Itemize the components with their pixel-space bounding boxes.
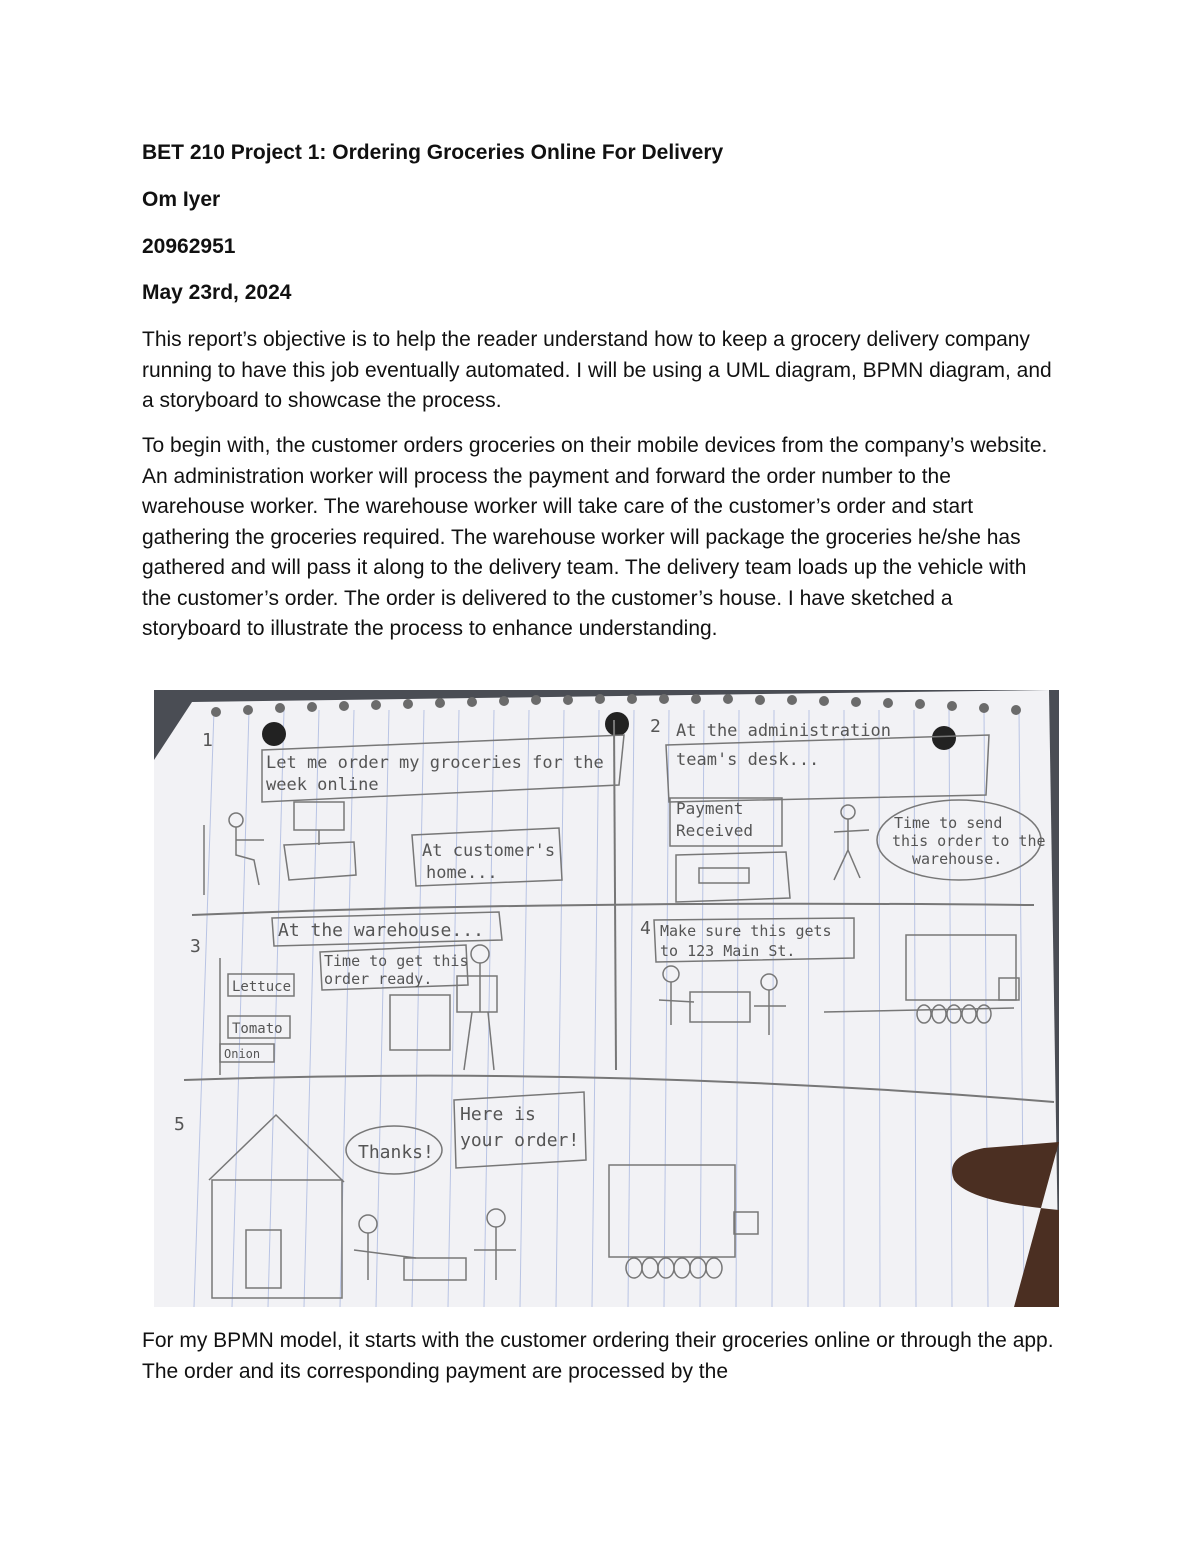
panel-1-number: 1: [202, 730, 213, 751]
panel-2-bubble-line2: this order to the: [892, 832, 1046, 850]
storyboard-photo: [154, 690, 1059, 1307]
bpmn-paragraph: For my BPMN model, it starts with the customer ordering their groceries online or through the app. The order and its corresponding payment are processed by the: [142, 1329, 1054, 1383]
panel-2-caption-line2: team's desk...: [676, 750, 820, 770]
document-title: BET 210 Project 1: Ordering Groceries Online For Delivery: [142, 141, 724, 164]
panel-1-caption-line1: At customer's: [422, 841, 556, 861]
author-name: Om Iyer: [142, 188, 221, 211]
panel-2-number: 2: [650, 716, 661, 737]
panel-3-number: 3: [190, 936, 201, 957]
panel-1-bubble-line2: week online: [266, 775, 379, 795]
panel-2-bubble-line1: Time to send: [894, 814, 1003, 832]
intro-paragraph: This report’s objective is to help the reader understand how to keep a grocery delivery company running to have this job eventually automated. I will be using a UML diagram, BPMN diagram, and a storyboard to showcase the process.: [142, 328, 1052, 412]
panel-5-bubble2-line2: your order!: [460, 1130, 580, 1151]
panel-3-shelf3: Onion: [224, 1047, 261, 1061]
panel-2-bubble-line3: warehouse.: [912, 850, 1003, 868]
document-date: May 23rd, 2024: [142, 281, 292, 304]
student-id: 20962951: [142, 235, 236, 258]
panel-3-caption: At the warehouse...: [278, 920, 484, 941]
panel-2-sign-line1: Payment: [676, 799, 744, 818]
panel-5-bubble2-line1: Here is: [460, 1104, 536, 1125]
process-paragraph: To begin with, the customer orders groceries on their mobile devices from the company’s website. An administration worker will process the payment and forward the order number to the warehouse worker. The warehouse worker will take care of the customer’s order and start gathering the groceries required. The warehouse worker will package the groceries he/she has gathered and will pass it along to the delivery team. The delivery team loads up the vehicle with the customer’s order. The order is delivered to the customer’s house. I have sketched a storyboard to illustrate the process to enhance understanding.: [142, 434, 1048, 640]
panel-2-caption-line1: At the administration: [676, 721, 891, 741]
panel-5-bubble1: Thanks!: [358, 1142, 434, 1163]
panel-3-bubble-line2: order ready.: [324, 970, 433, 988]
panel-4-bubble-line2: to 123 Main St.: [660, 942, 796, 960]
panel-3-bubble-line1: Time to get this: [324, 952, 469, 970]
panel-4-bubble-line1: Make sure this gets: [660, 922, 832, 940]
panel-5-number: 5: [174, 1114, 185, 1135]
panel-3-shelf1: Lettuce: [232, 979, 292, 995]
panel-2-sign-line2: Received: [676, 821, 754, 840]
panel-3-shelf2: Tomato: [232, 1021, 283, 1037]
panel-4-number: 4: [640, 918, 651, 939]
panel-1-bubble-line1: Let me order my groceries for the: [266, 753, 604, 773]
panel-1-caption-line2: home...: [426, 863, 498, 883]
storyboard-sketch: [154, 690, 1059, 1307]
